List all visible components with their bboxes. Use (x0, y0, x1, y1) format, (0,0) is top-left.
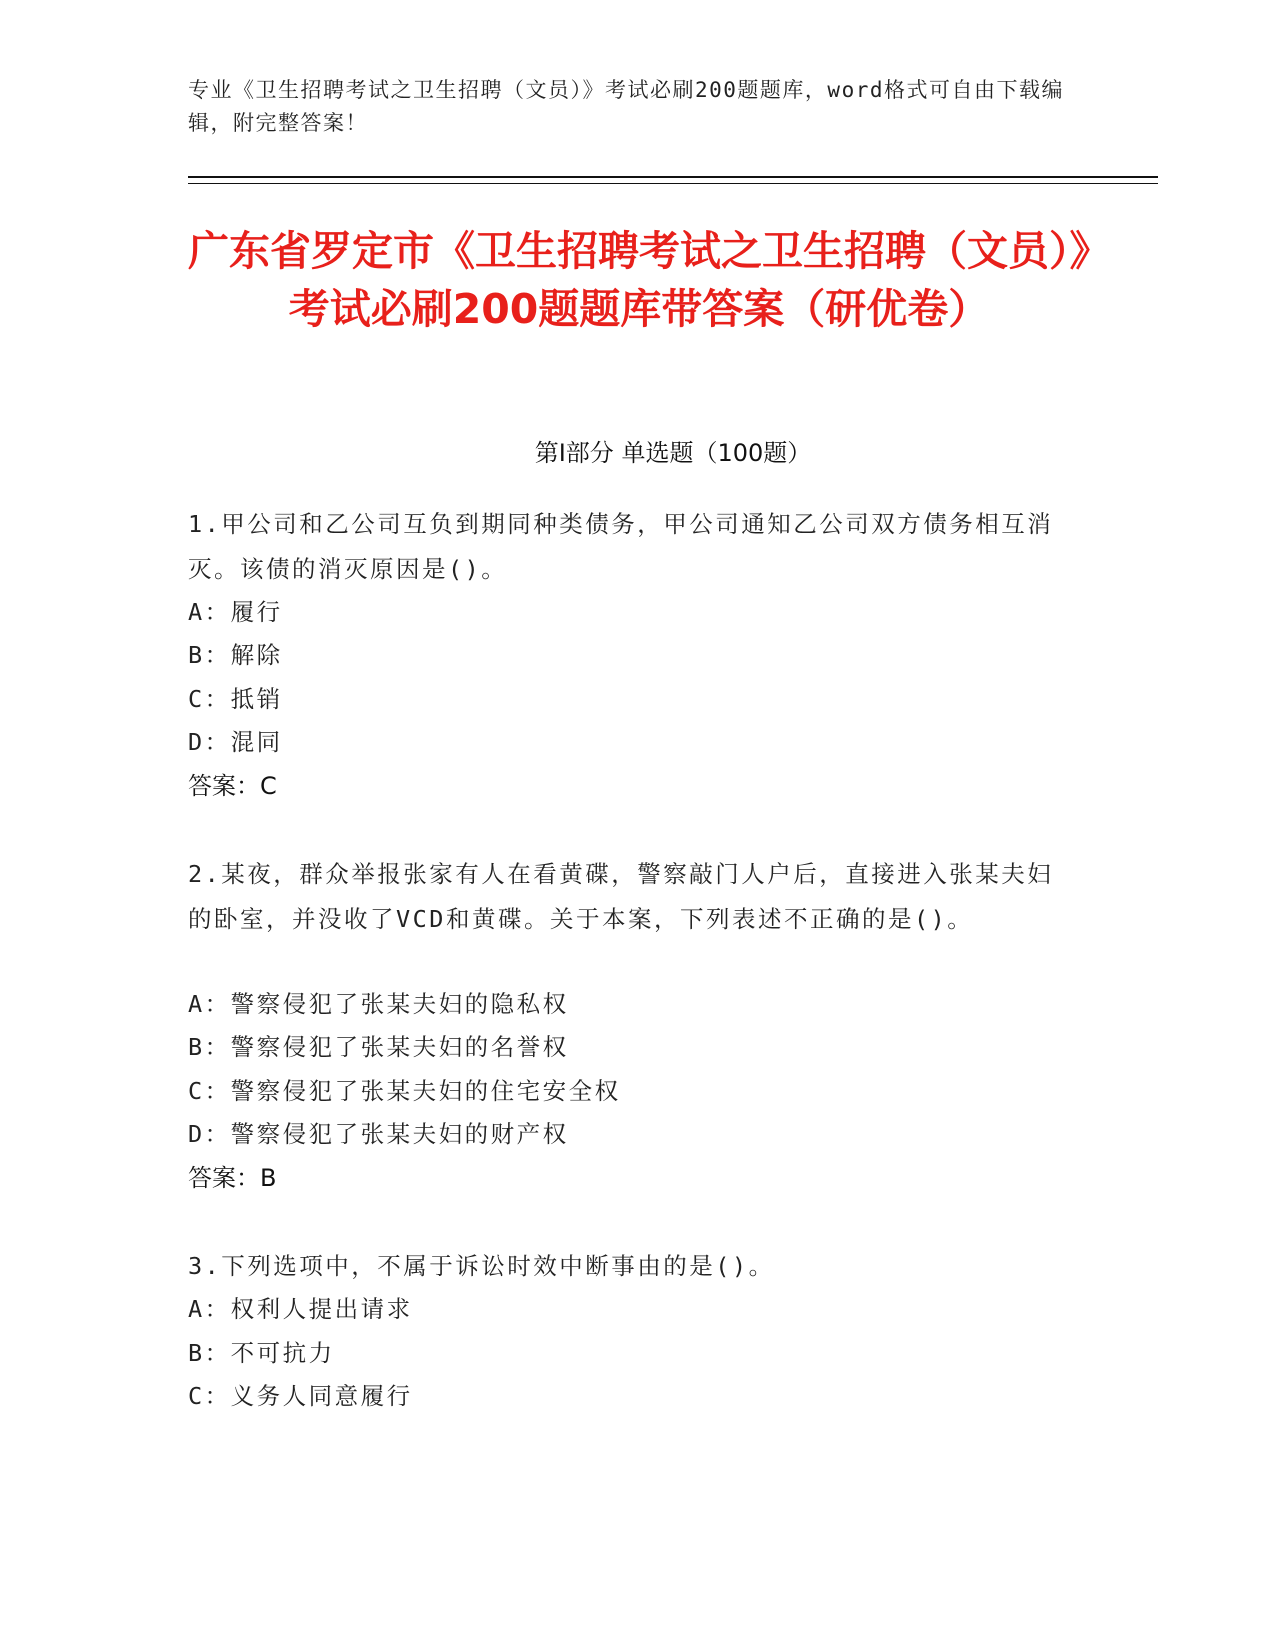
question-2-answer: 答案：B (188, 1164, 277, 1192)
document-title: 广东省罗定市《卫生招聘考试之卫生招聘（文员）》考试必刷200题题库带答案（研优卷） (188, 227, 1090, 333)
question-1-option-c: C：抵销 (188, 685, 283, 713)
question-1-option-a: A：履行 (188, 598, 283, 626)
header-rule-thin (188, 183, 1158, 184)
question-2-option-c: C：警察侵犯了张某夫妇的住宅安全权 (188, 1077, 621, 1105)
question-2-text: 2.某夜，群众举报张家有人在看黄碟，警察敲门人户后，直接进入张某夫妇的卧室，并没收了VCD和黄碟。关于本案，下列表述不正确的是()。 (188, 860, 1054, 933)
question-2-option-d: D：警察侵犯了张某夫妇的财产权 (188, 1120, 569, 1148)
header-note: 专业《卫生招聘考试之卫生招聘（文员）》考试必刷200题题库，word格式可自由下载编辑，附完整答案！ (188, 78, 1064, 135)
question-3-option-b: B：不可抗力 (188, 1339, 335, 1367)
question-3-option-c: C：义务人同意履行 (188, 1382, 413, 1410)
question-1-text: 1.甲公司和乙公司互负到期同种类债务，甲公司通知乙公司双方债务相互消灭。该债的消灭原因是()。 (188, 510, 1054, 583)
question-2-option-a: A：警察侵犯了张某夫妇的隐私权 (188, 990, 569, 1018)
question-2-option-b: B：警察侵犯了张某夫妇的名誉权 (188, 1033, 569, 1061)
question-1-answer: 答案：C (188, 772, 277, 800)
section-title: 第Ⅰ部分 单选题（100题） (534, 439, 812, 467)
header-rule-thick (188, 176, 1158, 178)
question-3-option-a: A：权利人提出请求 (188, 1295, 413, 1323)
question-1-option-d: D：混同 (188, 728, 283, 756)
question-1-option-b: B：解除 (188, 641, 283, 669)
question-3-text: 3.下列选项中，不属于诉讼时效中断事由的是()。 (188, 1252, 775, 1280)
